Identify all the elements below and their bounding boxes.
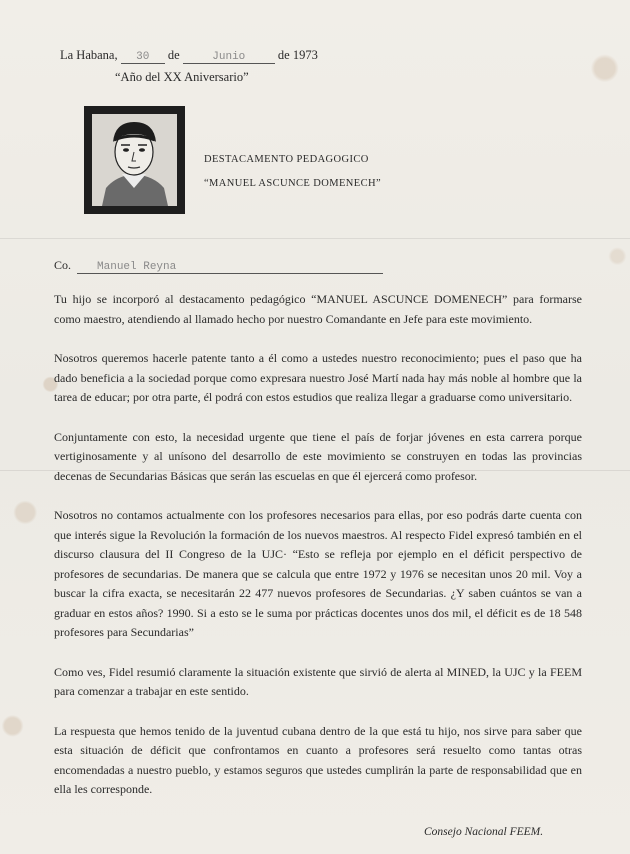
- signature: Consejo Nacional FEEM.: [424, 826, 544, 838]
- unit-title: DESTACAMENTO PEDAGOGICO: [204, 154, 369, 165]
- recipient-line: [54, 258, 383, 274]
- letter-body: [54, 290, 582, 820]
- date-de: de: [277, 48, 290, 62]
- unit-subtitle: “MANUEL ASCUNCE DOMENECH”: [204, 178, 382, 189]
- city: La Habana,: [60, 48, 118, 62]
- portrait-icon: [92, 114, 177, 206]
- recipient-prefix: Co.: [54, 258, 72, 272]
- recipient-name: Manuel Reyna: [77, 261, 383, 274]
- date-month: Junio: [183, 51, 275, 64]
- paragraph: Como ves, Fidel resumió claramente la situación existente que sirvió de alerta al MINED, la UJC y la FEEM para comenzar a trabajar en este sentido.: [54, 664, 582, 698]
- year-motto: “Año del XX Aniversario”: [115, 70, 249, 84]
- portrait-photo: [84, 106, 185, 214]
- date-day: 30: [121, 51, 165, 64]
- paragraph: Tu hijo se incorporó al destacamento pedagógico “MANUEL ASCUNCE DOMENECH” para formarse como maestro, atendiendo al llamado hecho por nuestro Comandante en Jefe para este movimiento.: [54, 292, 582, 326]
- paper-fold: [0, 238, 630, 239]
- paragraph: Conjuntamente con esto, la necesidad urgente que tiene el país de forjar jóvenes en esta carrera porque vertiginosamente y al unísono del desarrollo de este movimiento se construyen en todas las provincias decenas de Secundarias Básicas que serán las escuelas en que él ejercerá como profesor.: [54, 429, 582, 483]
- paragraph: Nosotros no contamos actualmente con los profesores necesarios para ellas, por eso podrás darte cuenta con que interés sigue la Revolución la formación de los nuevos maestros. Al respecto Fidel expresó también en el discurso clausura del II Congreso de la UJC· “Esto se refleja por ejemplo en el déficit perspectivo de profesores de secundarias. De manera que se calcula que entre 1972 y 1976 se necesitan unos 20 mil. Voy a buscar la cifra exacta, se necesitarán 22 477 nuevos profesores de Secundarias. ¿Y saben cuántos se van a graduar en estos años? 1990. Si a esto se le suma por prácticas docentes unos dos mil, el déficit es de 18 548 profesores para Secundarias”: [54, 508, 582, 639]
- date-de: de: [167, 48, 180, 62]
- paragraph: Nosotros queremos hacerle patente tanto a él como a ustedes nuestro reconocimiento; pues el paso que ha dado beneficia a la sociedad porque como expresara nuestro José Martí nada hay más noble al hombre que la tarea de educar; por otra parte, él podrá con estos estudios que realiza llegar a graduarse como universitario.: [54, 351, 582, 404]
- date-line: [60, 48, 318, 64]
- paragraph: La respuesta que hemos tenido de la juventud cubana dentro de la que está tu hijo, nos sirve para saber que esta situación de déficit que confrontamos en cuanto a profesores será resuelto como tantas otras encomendadas a nuestro pueblo, y estamos seguros que ustedes cumplirán la parte de responsabilidad que en ella les corresponde.: [54, 723, 582, 796]
- date-year: 1973: [292, 48, 318, 62]
